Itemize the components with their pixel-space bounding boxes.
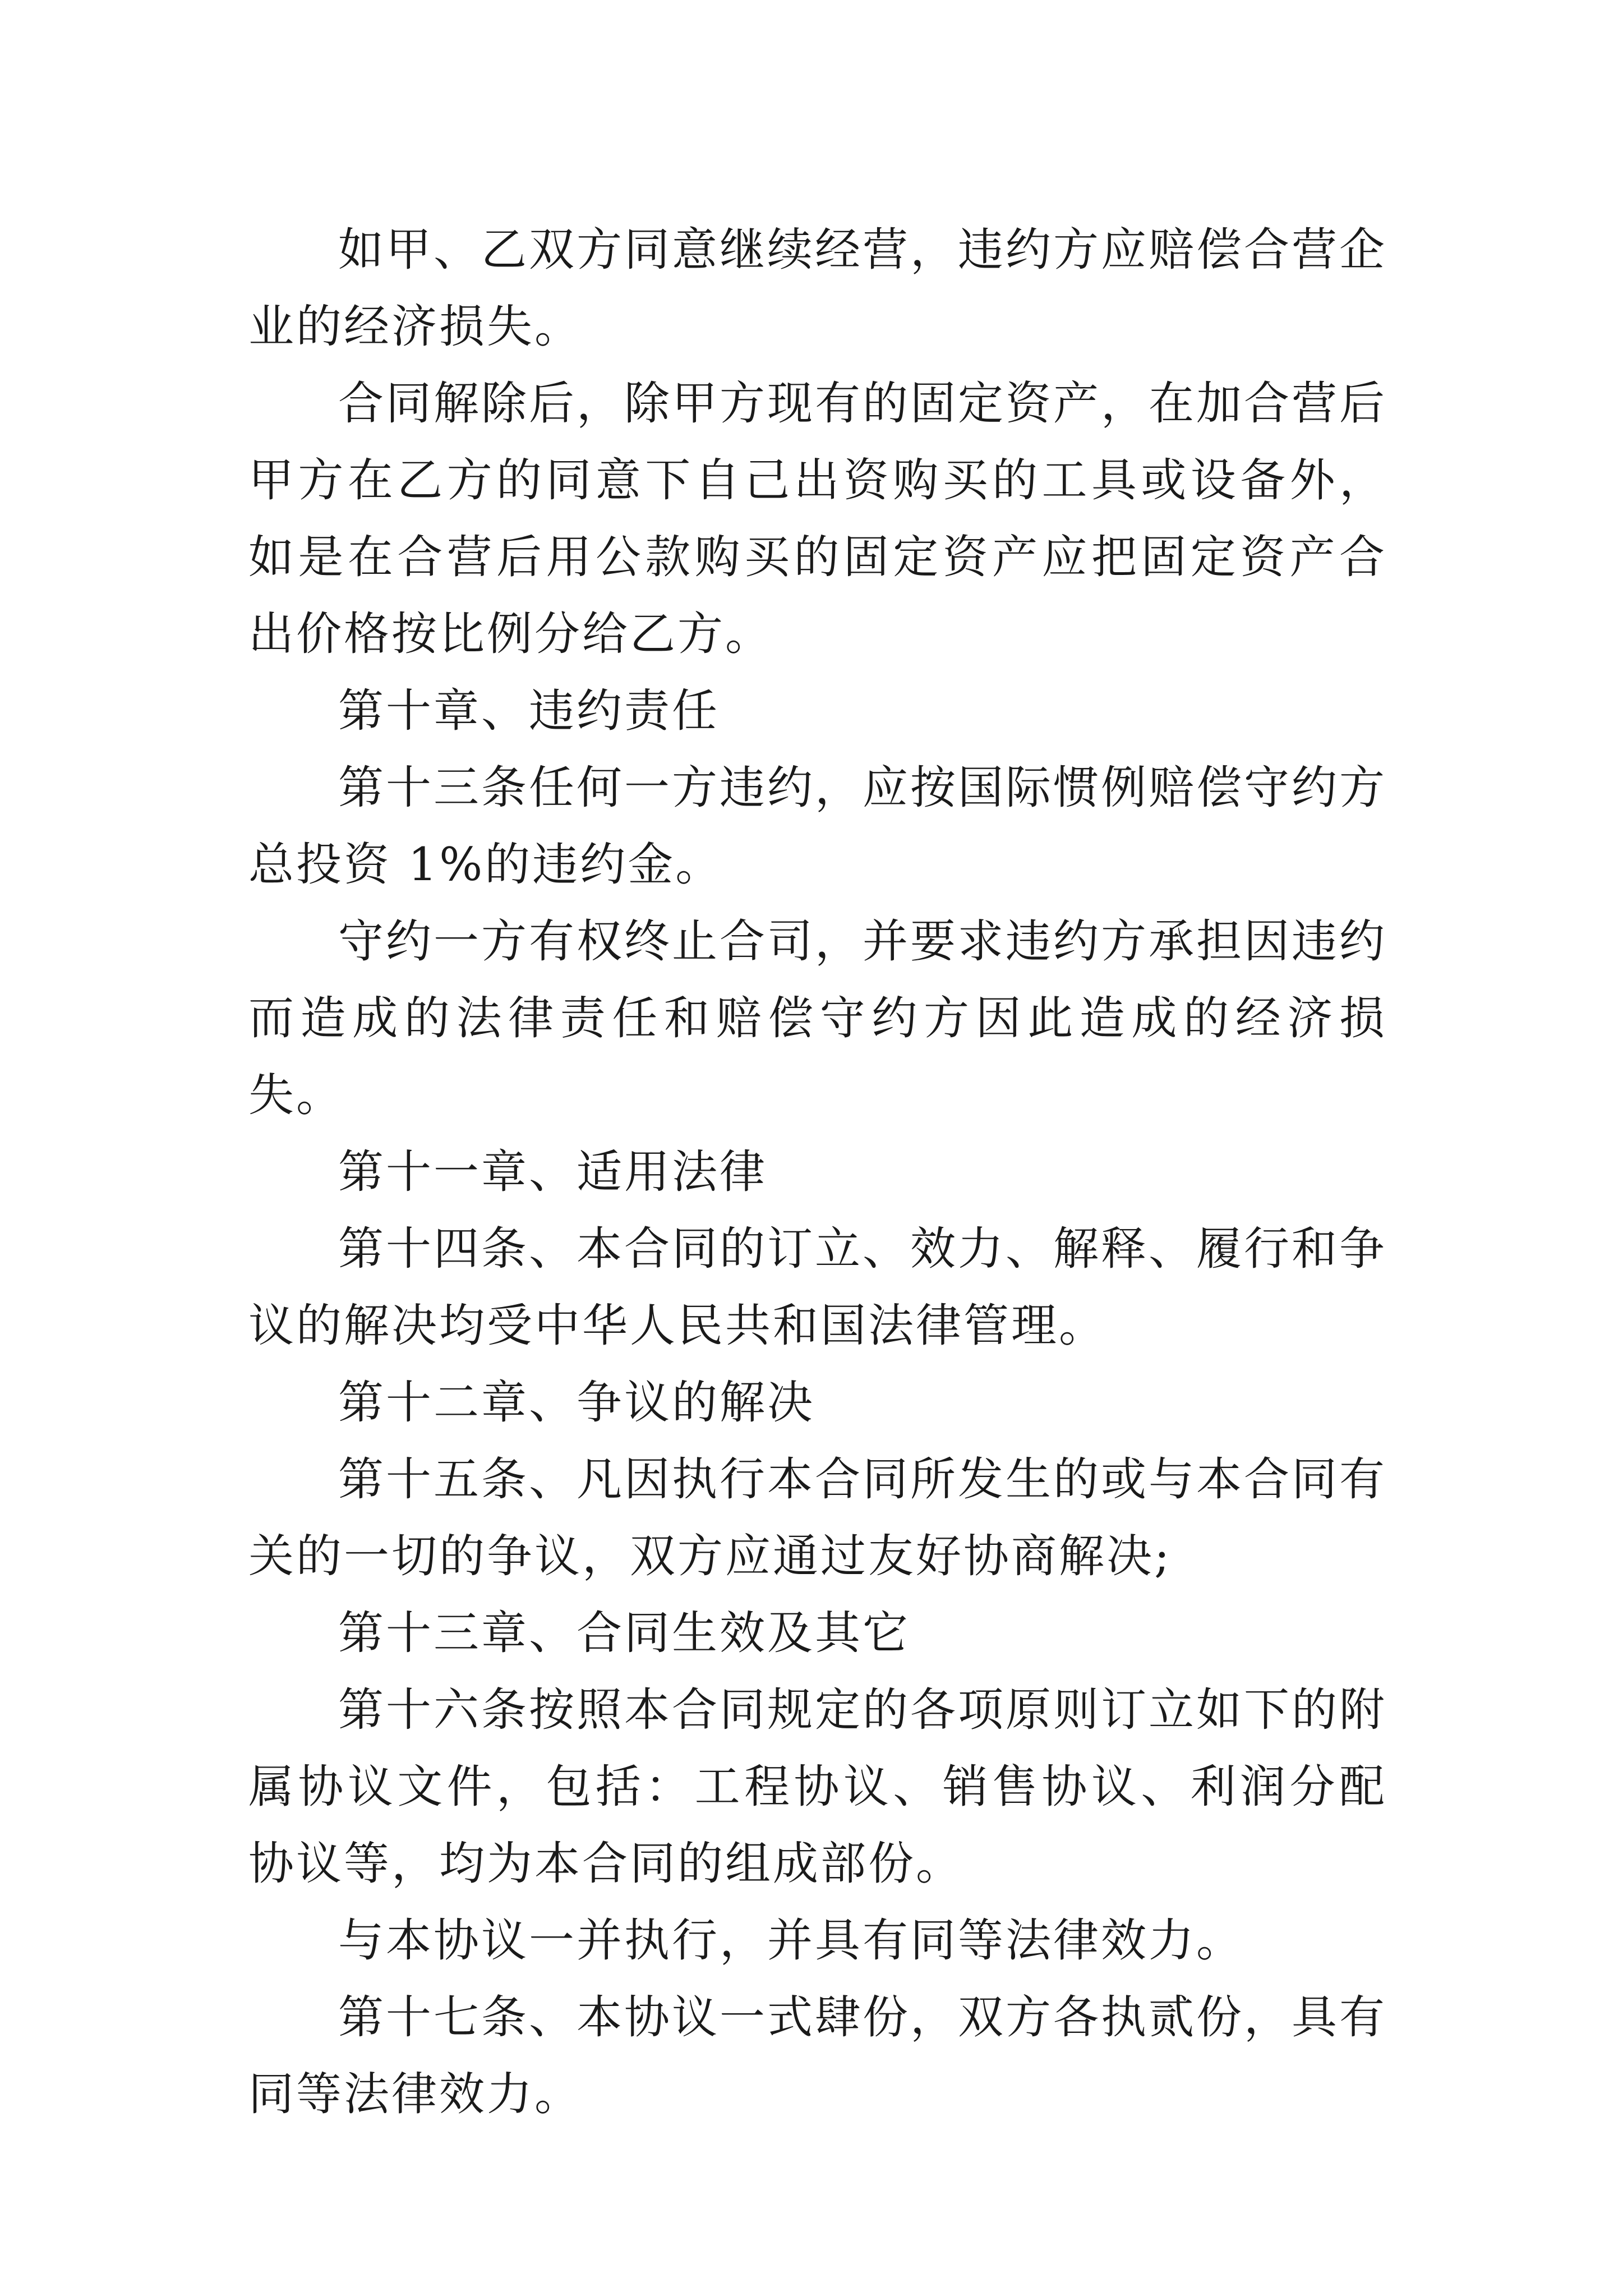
paragraph: 第十六条按照本合同规定的各项原则订立如下的附属协议文件，包括：工程协议、销售协议、利润分配协议等，均为本合同的组成部份。 (248, 1684, 1387, 1890)
chapter-heading: 第十章、违约责任 (338, 685, 720, 738)
paragraph: 第十四条、本合同的订立、效力、解释、履行和争议的解决均受中华人民共和国法律管理。 (248, 1223, 1387, 1352)
paragraph: 与本协议一并执行，并具有同等法律效力。 (338, 1915, 1244, 1967)
paragraph: 第十七条、本协议一式肆份，双方各执贰份，具有同等法律效力。 (248, 1991, 1387, 2121)
paragraph: 守约一方有权终止合司，并要求违约方承担因违约而造成的法律责任和赔偿守约方因此造成的经济损失。 (248, 915, 1387, 1122)
paragraph: 合同解除后，除甲方现有的固定资产，在加合营后甲方在乙方的同意下自己出资购买的工具或设备外，如是在合营后用公款购买的固定资产应把固定资产合出价格按比例分给乙方。 (248, 378, 1387, 661)
chapter-heading: 第十三章、合同生效及其它 (338, 1607, 911, 1660)
chapter-heading: 第十二章、争议的解决 (338, 1377, 815, 1429)
paragraph: 第十三条任何一方违约，应按国际惯例赔偿守约方总投资 1%的违约金。 (248, 762, 1387, 891)
paragraph: 第十五条、凡因执行本合同所发生的或与本合同有关的一切的争议，双方应通过友好协商解决; (248, 1453, 1387, 1583)
chapter-heading: 第十一章、适用法律 (338, 1146, 768, 1199)
paragraph: 如甲、乙双方同意继续经营，违约方应赔偿合营企业的经济损失。 (248, 224, 1387, 353)
document-body (248, 212, 1387, 2133)
